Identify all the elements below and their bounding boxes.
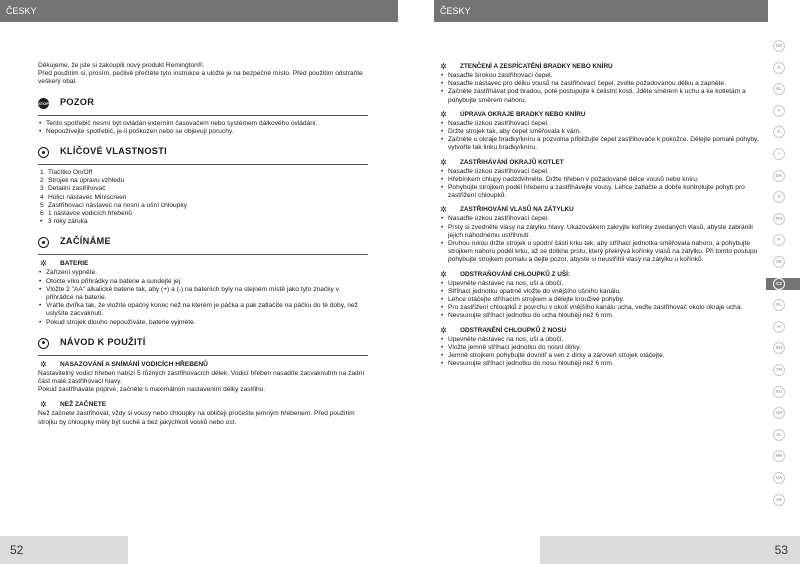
item-number: 2: [40, 177, 44, 185]
language-tab-fin[interactable]: [770, 213, 800, 226]
list-item: • Prsty si zvedněte vlasy na zátylku hlavy. Ukazovákem zakryjte kořínky zvedaných vlasů, abyste zabránili jejich náhodnému ustřihnutí.: [440, 224, 762, 240]
section-title: ÚPRAVA OKRAJE BRADKY NEBO KNÍRU: [460, 110, 586, 118]
list-item: • Nasaďte úzkou zastřihovací čepel.: [440, 120, 762, 128]
eye-icon: [38, 338, 49, 349]
language-tab-label: F: [773, 105, 785, 117]
list-item: • Držte strojek tak, aby čepel směřovala k vám.: [440, 128, 762, 136]
section-title: ZASTŘIHÁVÁNÍ OKRAJŮ KOTLET: [460, 158, 564, 166]
list-item: • Vraťte dvířka tak, že vložíte opačný konec než na kterém je páčka a pak zatlačíte na páčku do té doby, než uslyšíte zacvaknutí.: [38, 302, 368, 318]
item-text: Tlačítko On/Off: [48, 169, 93, 177]
language-tab-sk[interactable]: [770, 256, 800, 269]
sun-icon: ✲: [40, 400, 47, 410]
sun-icon: ✲: [440, 325, 447, 335]
language-tab-e[interactable]: [770, 126, 800, 139]
item-number: 4: [40, 193, 44, 201]
item-number: •: [40, 218, 43, 226]
language-tab-h[interactable]: [770, 321, 800, 334]
item-number: 1: [40, 169, 44, 177]
list-item: • Nasaďte širokou zastřihovací čepel.: [440, 72, 762, 80]
section-heading: [440, 326, 762, 335]
section-list: [440, 336, 762, 369]
left-column: [38, 62, 368, 427]
right-page-footer: [540, 536, 800, 564]
intro-line-2: Před použitím si, prosím, pečlivě přečtěte tyto instrukce a uložte je na bezpečné místo. Před použitím odstraňte veškerý obal.: [38, 70, 363, 86]
battery-subtitle: BATERIE: [60, 260, 89, 268]
language-tab-ae[interactable]: [770, 494, 800, 507]
list-item: [38, 210, 368, 218]
language-tab-tr[interactable]: [770, 364, 800, 377]
language-tab-label: FIN: [773, 213, 785, 225]
language-tab-label: RO: [773, 386, 785, 398]
item-text: Strojek na úpravu vzhledu: [48, 177, 125, 185]
list-item: • Pro zastřižení chloupků z povrchu v okolí vnějšího kanálu ucha, veďte zastřihovač okolo okraje ucha.: [440, 304, 762, 312]
language-tab-sl[interactable]: [770, 429, 800, 442]
list-item: • Pokud strojek dlouho nepoužíváte, baterie vyjměte.: [38, 319, 368, 327]
caution-list: [38, 120, 368, 136]
list-item: • Nepoužívejte spotřebič, je-li poškozen nebo se objevují poruchy.: [38, 128, 368, 136]
language-tab-label: AE: [773, 494, 785, 506]
combs-subheading: [38, 360, 368, 369]
language-tab-label: UA: [773, 472, 785, 484]
language-tab-dk[interactable]: [770, 170, 800, 183]
language-tab-pl[interactable]: [770, 299, 800, 312]
language-tab-ua[interactable]: [770, 472, 800, 485]
right-page-header: ČESKY: [434, 0, 768, 22]
list-item: • Pohybujte strojkem podél hřebenu a zastřihávejte vousy. Lehce zatlačte a dobře kontrolujte pohyb pro zastřižení chloupků.: [440, 184, 762, 200]
left-page-footer: [0, 536, 128, 564]
section-heading: [440, 158, 762, 167]
list-item: [38, 218, 368, 226]
language-tab-label: HR: [773, 450, 785, 462]
language-tab-label: RU: [773, 342, 785, 354]
item-number: 5: [40, 201, 44, 209]
before-start-subtitle: NEŽ ZAČNETE: [60, 401, 107, 409]
header-gap: [768, 0, 800, 22]
section-title: ODSTRAŇOVÁNÍ CHLOUPKŮ Z UŠÍ:: [460, 270, 571, 278]
caution-heading: [38, 95, 368, 116]
list-item: • Upevněte nástavec na nos, uši a obočí.: [440, 280, 762, 288]
language-tab-d[interactable]: [770, 62, 800, 75]
language-tab-label: P: [773, 234, 785, 246]
language-tab-gr[interactable]: [770, 407, 800, 420]
section-title: ODSTRANĚNÍ CHLOUPKŮ Z NOSU: [460, 326, 567, 334]
language-tab-cz[interactable]: [766, 278, 800, 291]
section-title: ZTENČENÍ A ZESPÍCATĚNÍ BRADKY NEBO KNÍRU: [460, 63, 613, 70]
combs-text-2: Pokud zastřiháváte poprvé, začněte s maximálním nastavením délky zastřihu.: [38, 386, 266, 394]
caution-title: POZOR: [60, 96, 95, 107]
list-item: • Nevsunujte stříhací jednotku do nosu hlouběji než 6 mm.: [440, 360, 762, 368]
getting-started-heading: [38, 234, 368, 255]
getting-started-title: ZAČÍNÁME: [60, 236, 111, 247]
section-list: [440, 280, 762, 321]
list-item: [38, 185, 368, 193]
section-heading: [440, 270, 762, 279]
language-tabs: [770, 40, 800, 520]
item-text: 3 roky záruka: [48, 218, 88, 226]
language-tab-s[interactable]: [770, 191, 800, 204]
language-tab-label: CZ: [773, 278, 785, 290]
list-item: [38, 177, 368, 185]
instructions-title: NÁVOD K POUŽITÍ: [60, 336, 146, 347]
instructions-heading: [38, 335, 368, 356]
before-start-subheading: [38, 400, 368, 409]
sun-icon: ✲: [440, 157, 447, 167]
language-tab-nl[interactable]: [770, 83, 800, 96]
sun-icon: ✲: [440, 269, 447, 279]
section-heading: [440, 110, 762, 119]
page-number: 53: [774, 543, 788, 557]
language-tab-label: D: [773, 62, 785, 74]
right-column: [440, 62, 762, 368]
language-tab-ro[interactable]: [770, 386, 800, 399]
features-title: KLÍČOVÉ VLASTNOSTI: [60, 146, 167, 157]
battery-list: [38, 269, 368, 326]
list-item: • Vložte jemně stříhací jednotku do nosní dírky.: [440, 344, 762, 352]
language-tab-label: DK: [773, 170, 785, 182]
eye-icon: [38, 237, 49, 248]
language-tab-label: SL: [773, 429, 785, 441]
eye-icon: [38, 147, 49, 158]
sun-icon: ✲: [40, 259, 47, 269]
list-item: • Začněte u okraje bradky/kníru a pozvolna přibližujte čepel zastřihovače k pokožce. Dělejte pomalé pohyby, vytvořte tak linku bradky/kníru.: [440, 136, 762, 152]
sun-icon: ✲: [440, 62, 447, 71]
language-tab-hr[interactable]: [770, 450, 800, 463]
list-item: • Stříhací jednotku opatrně vložte do vnějšího ušního kanálu.: [440, 288, 762, 296]
item-number: 6: [40, 210, 44, 218]
list-item: • Nasaďte úzkou zastřihovací čepel.: [440, 168, 762, 176]
section-list: [440, 120, 762, 153]
section-list: [440, 215, 762, 264]
item-text: Zastřihovací nástavec na nosní a ušní chloupky: [48, 201, 187, 209]
list-item: • Zařízení vypněte.: [38, 269, 368, 277]
list-item: • Tento spotřebič nesmí být ovládán externím časovačem nebo systémem dálkového ovládání.: [38, 120, 368, 128]
section-heading: [440, 205, 762, 214]
item-number: 3: [40, 185, 44, 193]
language-tab-f[interactable]: [770, 105, 800, 118]
language-tab-label: I: [773, 148, 785, 160]
section-list: [440, 168, 762, 201]
intro-line-1: Děkujeme, že jste si zakoupili nový produkt Remington®.: [38, 62, 205, 69]
language-tab-label: SK: [773, 256, 785, 268]
section-title: ZASTŘIHOVÁNÍ VLASŮ NA ZÁTYLKU: [460, 206, 574, 214]
language-tab-label: TR: [773, 364, 785, 376]
battery-subheading: [38, 259, 368, 268]
list-item: [38, 202, 368, 210]
stop-icon: STOP: [38, 98, 49, 109]
sun-icon: ✲: [40, 359, 47, 369]
language-tab-label: NL: [773, 83, 785, 95]
language-tab-label: GB: [773, 40, 785, 52]
combs-subtitle: NASAZOVÁNÍ A SNÍMÁNÍ VODICÍCH HŘEBENŮ: [60, 360, 208, 368]
list-item: • Hřebínkem chlupy nadzdvihněte. Držte hřeben v požadované délce vousů nebo kníru.: [440, 176, 762, 184]
list-item: • Nasaďte nástavec pro délku vousů na zastřihovací čepel, zvolte požadovanou délku a zapněte.: [440, 80, 762, 88]
list-item: • Druhou rukou držte strojek u spodní části krku tak, aby stříhací jednotka směřovala nahoru, a pohybujte strojkem nahoru podél krku, až se dotkne prstu, který překrývá kořínky vlasů na zátylku. Při tomto postupu pohybujte strojkem pomalu a dejte pozor, abyste si neustřihli vlasy na zátylku u kořínků.: [440, 240, 762, 265]
list-item: • Upevněte nástavec na nos, uši a obočí.: [440, 336, 762, 344]
language-tab-label: S: [773, 191, 785, 203]
language-tab-gb[interactable]: [770, 40, 800, 53]
section-heading: [440, 62, 762, 71]
list-item: • Nasaďte úzkou zastřihovací čepel.: [440, 215, 762, 223]
features-list: [38, 169, 368, 226]
language-tab-ru[interactable]: [770, 342, 800, 355]
language-tab-i[interactable]: [770, 148, 800, 161]
list-item: [38, 169, 368, 177]
language-tab-label: GR: [773, 407, 785, 419]
before-start-text: Než začnete zastřihovat, vždy si vousy nebo chloupky na obličeji pročešte jemným hřebenem. Před použitím strojku by chloupky měly být suché a bez jakýchkoli vosků nebo ost.: [38, 410, 355, 426]
list-item: • Lehce otáčejte stříhacím strojkem a dělejte krouživé pohyby.: [440, 296, 762, 304]
sun-icon: ✲: [440, 109, 447, 119]
sun-icon: ✲: [440, 205, 447, 215]
features-heading: [38, 144, 368, 165]
list-item: • Jemně strojkem pohybujte dovnitř a ven z dírky a zároveň strojek otáčejte.: [440, 352, 762, 360]
list-item: • Otočte víko přihrádky na baterie a sundejte jej.: [38, 278, 368, 286]
page-number: 52: [10, 543, 24, 557]
language-tab-p[interactable]: [770, 234, 800, 247]
item-text: Holicí nástavec Miniscreen: [48, 193, 127, 201]
list-item: • Začněte zastřihávat pod bradou, poté postupujte k čelistní kosti. Jděte směrem k uchu a ke kotletám a pohybujte směrem nahoru.: [440, 88, 762, 104]
list-item: • Vložte 2 "AA" alkalické baterie tak, aby (+) a (-) na bateriích byly na stejném místě jako tyto značky v přihrádce na baterie.: [38, 286, 368, 302]
item-text: 1 nástavce vodicích hřebenů: [48, 210, 132, 218]
list-item: [38, 194, 368, 202]
list-item: • Nevsunujte stříhací jednotku do ucha hlouběji než 6 mm.: [440, 312, 762, 320]
combs-text-1: Nastavitelný vodicí hřeben nabízí 5 různých zastřihovacích délek. Vodicí hřeben nasadíte zacvaknutím na zadní část malé zastřihovací hlavy.: [38, 369, 365, 386]
section-list: [440, 72, 762, 105]
item-text: Detailní zastřihovač: [48, 185, 106, 193]
language-tab-label: E: [773, 126, 785, 138]
language-tab-label: PL: [773, 299, 785, 311]
left-page-header: ČESKY: [0, 0, 398, 22]
language-tab-label: H: [773, 321, 785, 333]
